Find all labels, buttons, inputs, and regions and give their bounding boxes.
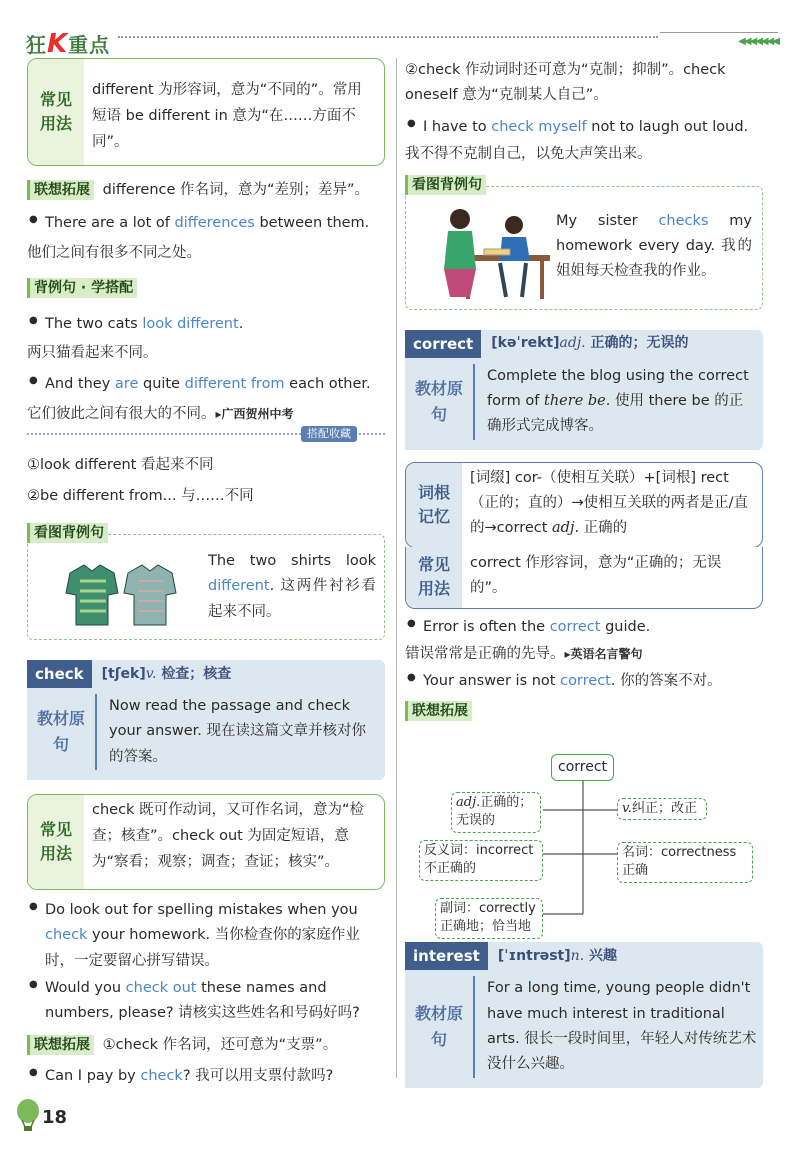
example-different-from: ● And they are quite different from each other. 它们彼此之间有很大的不同。▸广西贺州中考 [27,372,385,427]
root-memory-text: [词缀] cor-（使相互关联）+[词根] rect（正的；直的）→使相互关联的两者是正/直的→correct adj. 正确的 [470,469,749,537]
mindmap-antonym: 反义词：incorrect 不正确的 [419,840,543,880]
balloon-icon [14,1098,44,1132]
shirts-illustration [62,559,182,629]
mindmap-verb: v.纠正；改正 [617,798,707,820]
textbook-sentence: Now read the passage and check your answer. 现在读这篇文章并核对你的答案。 [109,697,366,765]
textbook-label: 教材原句 [405,976,475,1078]
word-title: check [27,660,92,688]
example-check-out: ● Would you check out these names and numbers, please? 请核实这些姓名和号码好吗? [27,976,385,1027]
textbook-sentence: Complete the blog using the correct form of there be. 使用 there be 的正确形式完成博客。 [487,367,749,435]
usage-box-different [27,58,385,166]
root-memory-box [405,462,763,548]
textbook-label: 教材原句 [27,694,97,770]
left-column [27,58,385,1090]
mindmap-center: correct [551,754,614,781]
collect-badge: 搭配收藏 [301,426,357,442]
example-answer-correct: ● Your answer is not correct. 你的答案不对。 [405,669,763,694]
picture-text: My sister checks my homework every day. 我的姐姐每天检查我的作业。 [556,212,752,280]
picture-title: 看图背例句 [405,175,486,195]
usage-box-check [27,794,385,890]
sentence-collocation-tag: 背例句 · 学搭配 [27,276,385,301]
source-note: ▸广西贺州中考 [215,406,294,421]
phonetic: [kəˈrekt]adj. 正确的；无误的 [491,335,689,352]
extension-difference [27,178,385,203]
textbook-sentence: For a long time, young people didn't have much interest in traditional arts. 很长一段时间里，年轻人对传统艺术没什么兴趣。 [487,980,757,1073]
word-mindmap [405,728,763,935]
collect-divider [27,427,385,447]
picture-sentence-shirts [27,524,385,640]
mindmap-noun: 名词：correctness 正确 [617,842,753,882]
word-entry-interest [405,942,763,1088]
column-divider [396,58,397,1078]
example-pay-by-check: ● Can I pay by check? 我可以用支票付款吗? [27,1064,385,1089]
usage-box-correct [405,547,763,609]
page-number: 18 [14,1098,74,1134]
phonetic: [tʃek]v. 检查；核查 [101,665,232,682]
collocation-2: ②be different from... 与……不同 [27,488,254,505]
extension-check-verb: ②check 作动词时还可意为“克制；抑制”。check oneself 意为“克制某人自己”。 [405,62,726,104]
picture-text: The two shirts look different. 这两件衬衫看起来不同。 [208,552,376,620]
example-look-different: ● The two cats look different. 两只猫看起来不同。 [27,312,385,367]
picture-title: 看图背例句 [27,523,108,543]
example-check-myself: ● I have to check myself not to laugh out loud. 我不得不克制自己，以免大声笑出来。 [405,115,763,168]
header-arrows: ◀◀◀◀◀◀◀ [660,30,778,51]
right-column [405,58,763,1088]
example-check-homework: ● Do look out for spelling mistakes when you check your homework. 当你检查你的家庭作业时，一定要留心拼写错误。 [27,898,385,974]
word-entry-check [27,660,385,780]
usage-label: 常见用法 [28,795,84,889]
header-rule [118,36,658,38]
example-differences: ● There are a lot of differences between them. 他们之间有很多不同之处。 [27,211,385,266]
picture-sentence-homework [405,176,763,310]
source-note: ▸英语名言警句 [564,647,643,661]
page-header [26,22,778,59]
homework-illustration [430,203,560,303]
extension-check-noun: 联想拓展 ①check 作名词，还可意为“支票”。 [27,1033,385,1058]
word-title: interest [405,942,488,970]
usage-text: different 为形容词，意为“不同的”。常用短语 be different in 意为“在……方面不同”。 [92,82,362,151]
extension-tag: 联想拓展 [27,180,94,200]
root-memory-label: 词根记忆 [406,463,462,547]
word-entry-correct [405,330,763,450]
phonetic: [ˈɪntrəst]n. 兴趣 [497,947,617,964]
usage-text: check 既可作动词，又可作名词，意为“检查；核查”。check out 为固定短语，意为“察看；观察；调查；查证；核实”。 [92,801,365,871]
collocation-1: ①look different 看起来不同 [27,457,214,473]
extension-tag-correct: 联想拓展 [405,699,763,724]
logo: 狂K重点 [26,29,111,59]
mindmap-adj: adj.正确的；无误的 [451,792,541,832]
usage-label: 常见用法 [28,59,84,165]
mindmap-adverb: 副词：correctly 正确地；恰当地 [435,898,543,938]
usage-text: correct 作形容词，意为“正确的；无误的”。 [470,554,722,596]
textbook-label: 教材原句 [405,364,475,440]
word-title: correct [405,330,481,358]
usage-label: 常见用法 [406,547,462,608]
example-correct-guide: ● Error is often the correct guide. 错误常常是正确的先导。▸英语名言警句 [405,615,763,668]
extension-text: difference 作名词，意为“差别；差异”。 [102,182,370,198]
